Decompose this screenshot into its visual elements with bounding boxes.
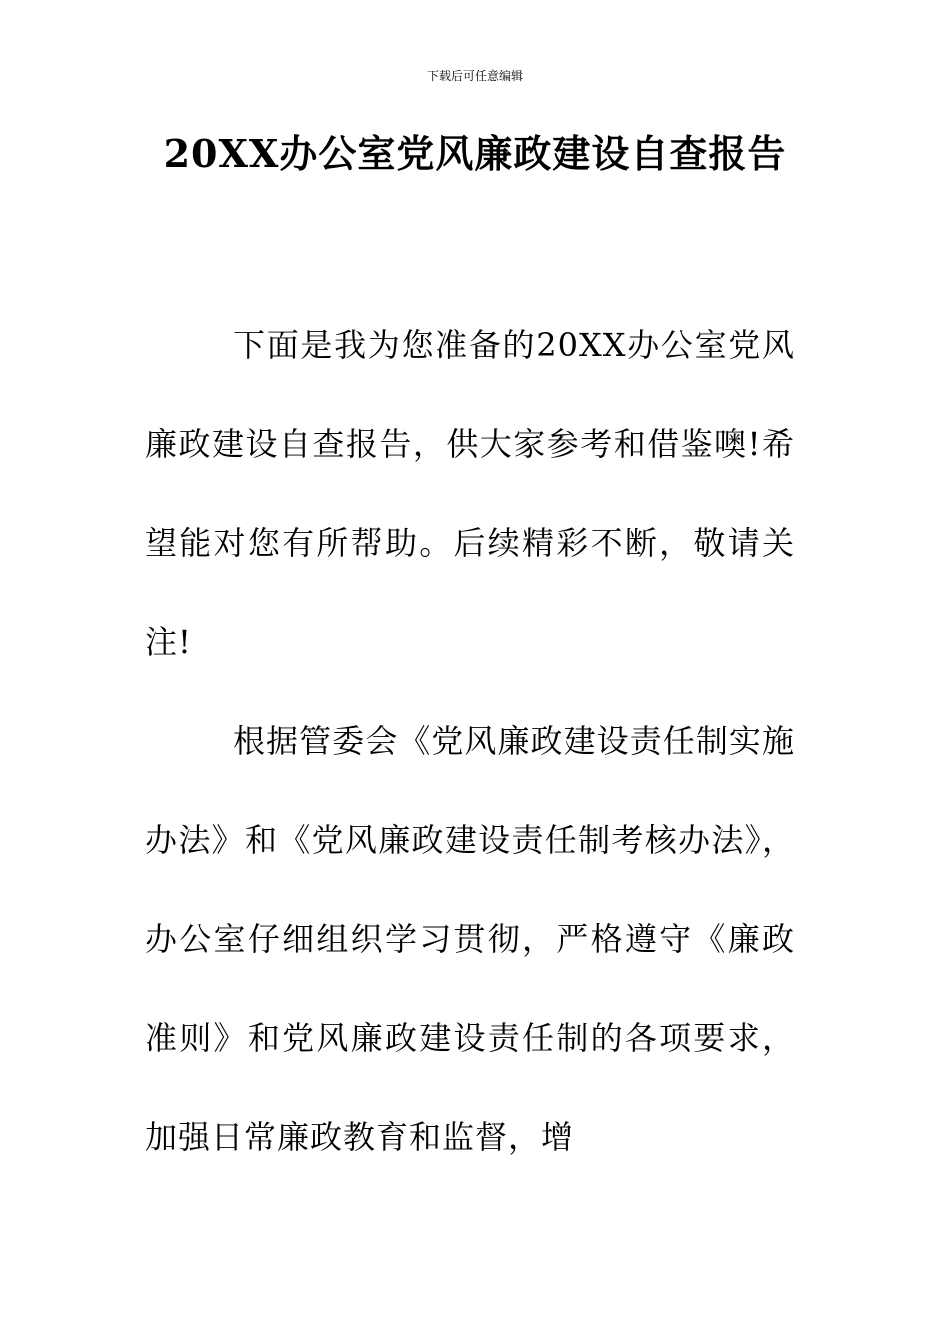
intro-paragraph: 下面是我为您准备的20XX办公室党风廉政建设自查报告，供大家参考和借鉴噢!希望能对您有所帮助。后续精彩不断，敬请关注! <box>145 326 795 661</box>
document-body <box>145 296 795 1187</box>
header-note: 下载后可任意编辑 <box>426 69 523 83</box>
document-title: 20XX办公室党风廉政建设自查报告 <box>163 131 787 176</box>
body-paragraph: 根据管委会《党风廉政建设责任制实施办法》和《党风廉政建设责任制考核办法》，办公室仔细组织学习贯彻，严格遵守《廉政准则》和党风廉政建设责任制的各项要求，加强日常廉政教育和监督，增 <box>145 722 795 1156</box>
